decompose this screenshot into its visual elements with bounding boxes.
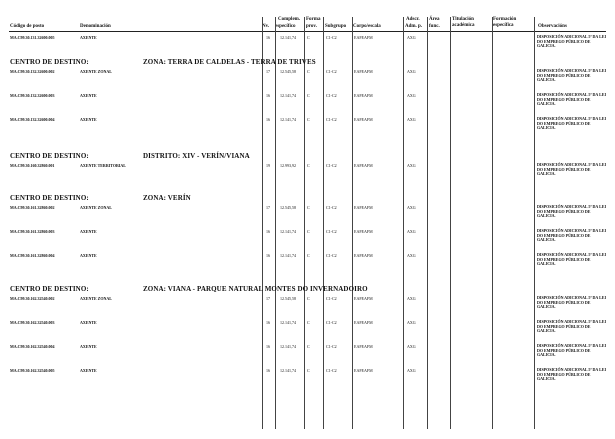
row-subgrupo: C1-C2 (326, 93, 337, 98)
row-corpo: EAFEAFM (354, 163, 373, 168)
header-complem: Complem. (278, 17, 301, 22)
row-nivel: 17 (266, 296, 270, 301)
row-adm: AXG (407, 93, 416, 98)
section-label: CENTRO DE DESTINO: (10, 194, 89, 202)
row-forma: C (307, 253, 310, 258)
header-formacion: Formación específica (493, 17, 517, 28)
row-nivel: 16 (266, 35, 270, 40)
row-nivel: 17 (266, 69, 270, 74)
row-forma: C (307, 163, 310, 168)
row-adm: AXG (407, 229, 416, 234)
row-denominacion: AXENTE ZONAL (80, 296, 112, 301)
row-subgrupo: C1-C2 (326, 253, 337, 258)
header-corpo: Corpo/escala (353, 24, 381, 29)
row-subgrupo: C1-C2 (326, 229, 337, 234)
row-denominacion: AXENTE (80, 117, 97, 122)
row-denominacion: AXENTE ZONAL (80, 205, 112, 210)
row-denominacion: AXENTE (80, 35, 97, 40)
row-subgrupo: C1-C2 (326, 163, 337, 168)
row-code: MA.C99.30.132.32600.003 (10, 93, 55, 98)
row-code: MA.C99.30.132.32600.002 (10, 69, 55, 74)
section-name: ZONA: TERRA DE CALDELAS - TERRA DE TRIVES (143, 58, 316, 66)
header-codigo: Código de posto (10, 24, 45, 29)
row-corpo: EAFEAFM (354, 93, 373, 98)
header-especifico: específico (275, 24, 296, 29)
header-rule (9, 31, 606, 32)
row-forma: C (307, 69, 310, 74)
row-adm: AXG (407, 296, 416, 301)
row-observacions: DISPOSICIÓN ADICIONAL 5ª DA LEI DO EMPREGO PÚBLICO DE GALICIA. (537, 367, 606, 382)
row-complem: 12.141,74 (280, 344, 296, 349)
row-corpo: EAFEAFM (354, 368, 373, 373)
header-func: func. (429, 24, 440, 29)
row-nivel: 16 (266, 117, 270, 122)
header-adscr: Adscr. (406, 17, 420, 22)
header-subgrupo: Subgrupo (325, 24, 347, 29)
column-divider (427, 17, 428, 429)
row-code: MA.C99.30.162.32540.005 (10, 368, 55, 373)
row-denominacion: AXENTE (80, 344, 97, 349)
section-name: ZONA: VIANA - PARQUE NATURAL MONTES DO INVERNADOIRO (143, 285, 368, 293)
row-adm: AXG (407, 35, 416, 40)
row-nivel: 16 (266, 368, 270, 373)
row-corpo: EAFEAFM (354, 69, 373, 74)
section-label: CENTRO DE DESTINO: (10, 58, 89, 66)
row-code: MA.C99.30.131.32600.005 (10, 35, 55, 40)
row-forma: C (307, 117, 310, 122)
row-complem: 12.545,58 (280, 205, 296, 210)
row-subgrupo: C1-C2 (326, 320, 337, 325)
row-corpo: EAFEAFM (354, 296, 373, 301)
header-prov: prov. (306, 24, 317, 29)
row-subgrupo: C1-C2 (326, 35, 337, 40)
row-nivel: 16 (266, 93, 270, 98)
row-subgrupo: C1-C2 (326, 368, 337, 373)
header-denominacion: Denominación (80, 24, 111, 29)
row-subgrupo: C1-C2 (326, 296, 337, 301)
row-forma: C (307, 35, 310, 40)
row-code: MA.C99.30.132.32600.004 (10, 117, 55, 122)
row-observacions: DISPOSICIÓN ADICIONAL 5ª DA LEI DO EMPREGO PÚBLICO DE GALICIA. (537, 68, 606, 83)
header-adm: Adm. p. (405, 24, 423, 29)
section-name: ZONA: VERÍN (143, 194, 191, 202)
row-complem: 12.141,74 (280, 368, 296, 373)
row-observacions: DISPOSICIÓN ADICIONAL 5ª DA LEI DO EMPREGO PÚBLICO DE GALICIA. (537, 319, 606, 334)
row-observacions: DISPOSICIÓN ADICIONAL 5ª DA LEI DO EMPREGO PÚBLICO DE GALICIA. (537, 295, 606, 310)
row-denominacion: AXENTE (80, 368, 97, 373)
row-denominacion: AXENTE (80, 253, 97, 258)
row-nivel: 16 (266, 229, 270, 234)
row-observacions: DISPOSICIÓN ADICIONAL 5ª DA LEI DO EMPREGO PÚBLICO DE GALICIA. (537, 204, 606, 219)
column-divider (450, 17, 451, 429)
row-denominacion: AXENTE (80, 320, 97, 325)
row-denominacion: AXENTE TERRITORIAL (80, 163, 126, 168)
section-label: CENTRO DE DESTINO: (10, 285, 89, 293)
row-adm: AXG (407, 69, 416, 74)
column-divider (304, 17, 305, 429)
row-adm: AXG (407, 368, 416, 373)
row-corpo: EAFEAFM (354, 229, 373, 234)
row-denominacion: AXENTE ZONAL (80, 69, 112, 74)
row-forma: C (307, 93, 310, 98)
row-nivel: 16 (266, 253, 270, 258)
row-forma: C (307, 229, 310, 234)
row-observacions: DISPOSICIÓN ADICIONAL 5ª DA LEI DO EMPREGO PÚBLICO DE GALICIA. (537, 34, 606, 49)
row-corpo: EAFEAFM (354, 117, 373, 122)
row-forma: C (307, 344, 310, 349)
row-observacions: DISPOSICIÓN ADICIONAL 5ª DA LEI DO EMPREGO PÚBLICO DE GALICIA. (537, 162, 606, 177)
header-titulacion: Titulación académica (452, 17, 475, 28)
row-forma: C (307, 296, 310, 301)
row-code: MA.C99.30.162.32540.003 (10, 320, 55, 325)
row-code: MA.C99.30.160.32860.001 (10, 163, 55, 168)
row-adm: AXG (407, 253, 416, 258)
row-observacions: DISPOSICIÓN ADICIONAL 5ª DA LEI DO EMPREGO PÚBLICO DE GALICIA. (537, 343, 606, 358)
row-observacions: DISPOSICIÓN ADICIONAL 5ª DA LEI DO EMPREGO PÚBLICO DE GALICIA. (537, 92, 606, 107)
column-divider (492, 17, 493, 429)
row-code: MA.C99.30.162.32540.004 (10, 344, 55, 349)
row-subgrupo: C1-C2 (326, 117, 337, 122)
row-subgrupo: C1-C2 (326, 69, 337, 74)
row-adm: AXG (407, 163, 416, 168)
column-divider (534, 17, 535, 429)
column-divider (323, 17, 324, 429)
row-code: MA.C99.30.161.32860.004 (10, 253, 55, 258)
row-corpo: EAFEAFM (354, 35, 373, 40)
header-nivel: Nv. (262, 24, 270, 29)
row-complem: 12.993,92 (280, 163, 296, 168)
row-complem: 12.545,58 (280, 296, 296, 301)
row-observacions: DISPOSICIÓN ADICIONAL 5ª DA LEI DO EMPREGO PÚBLICO DE GALICIA. (537, 252, 606, 267)
row-denominacion: AXENTE (80, 93, 97, 98)
row-complem: 12.141,74 (280, 117, 296, 122)
row-observacions: DISPOSICIÓN ADICIONAL 5ª DA LEI DO EMPREGO PÚBLICO DE GALICIA. (537, 116, 606, 131)
row-adm: AXG (407, 205, 416, 210)
row-subgrupo: C1-C2 (326, 205, 337, 210)
row-observacions: DISPOSICIÓN ADICIONAL 5ª DA LEI DO EMPREGO PÚBLICO DE GALICIA. (537, 228, 606, 243)
row-code: MA.C99.30.161.32860.003 (10, 229, 55, 234)
column-divider (352, 17, 353, 429)
column-divider (403, 17, 404, 429)
row-forma: C (307, 205, 310, 210)
header-forma: Forma (306, 17, 321, 22)
section-name: DISTRITO: XIV - VERÍN/VIANA (143, 152, 250, 160)
row-complem: 12.141,74 (280, 229, 296, 234)
row-nivel: 17 (266, 205, 270, 210)
row-complem: 12.141,74 (280, 253, 296, 258)
row-corpo: EAFEAFM (354, 320, 373, 325)
row-code: MA.C99.30.162.32540.002 (10, 296, 55, 301)
row-complem: 12.141,74 (280, 320, 296, 325)
row-complem: 12.545,58 (280, 69, 296, 74)
row-nivel: 16 (266, 320, 270, 325)
row-corpo: EAFEAFM (354, 205, 373, 210)
row-forma: C (307, 368, 310, 373)
row-adm: AXG (407, 117, 416, 122)
row-corpo: EAFEAFM (354, 253, 373, 258)
row-adm: AXG (407, 344, 416, 349)
row-forma: C (307, 320, 310, 325)
row-nivel: 16 (266, 344, 270, 349)
row-corpo: EAFEAFM (354, 344, 373, 349)
column-divider (275, 17, 276, 429)
row-complem: 12.141,74 (280, 93, 296, 98)
row-subgrupo: C1-C2 (326, 344, 337, 349)
row-denominacion: AXENTE (80, 229, 97, 234)
row-nivel: 19 (266, 163, 270, 168)
column-divider (262, 17, 263, 429)
header-area: Área (429, 17, 440, 22)
row-complem: 12.141,74 (280, 35, 296, 40)
section-label: CENTRO DE DESTINO: (10, 152, 89, 160)
row-code: MA.C99.30.161.32860.002 (10, 205, 55, 210)
header-observacions: Observacións (538, 24, 567, 29)
row-adm: AXG (407, 320, 416, 325)
